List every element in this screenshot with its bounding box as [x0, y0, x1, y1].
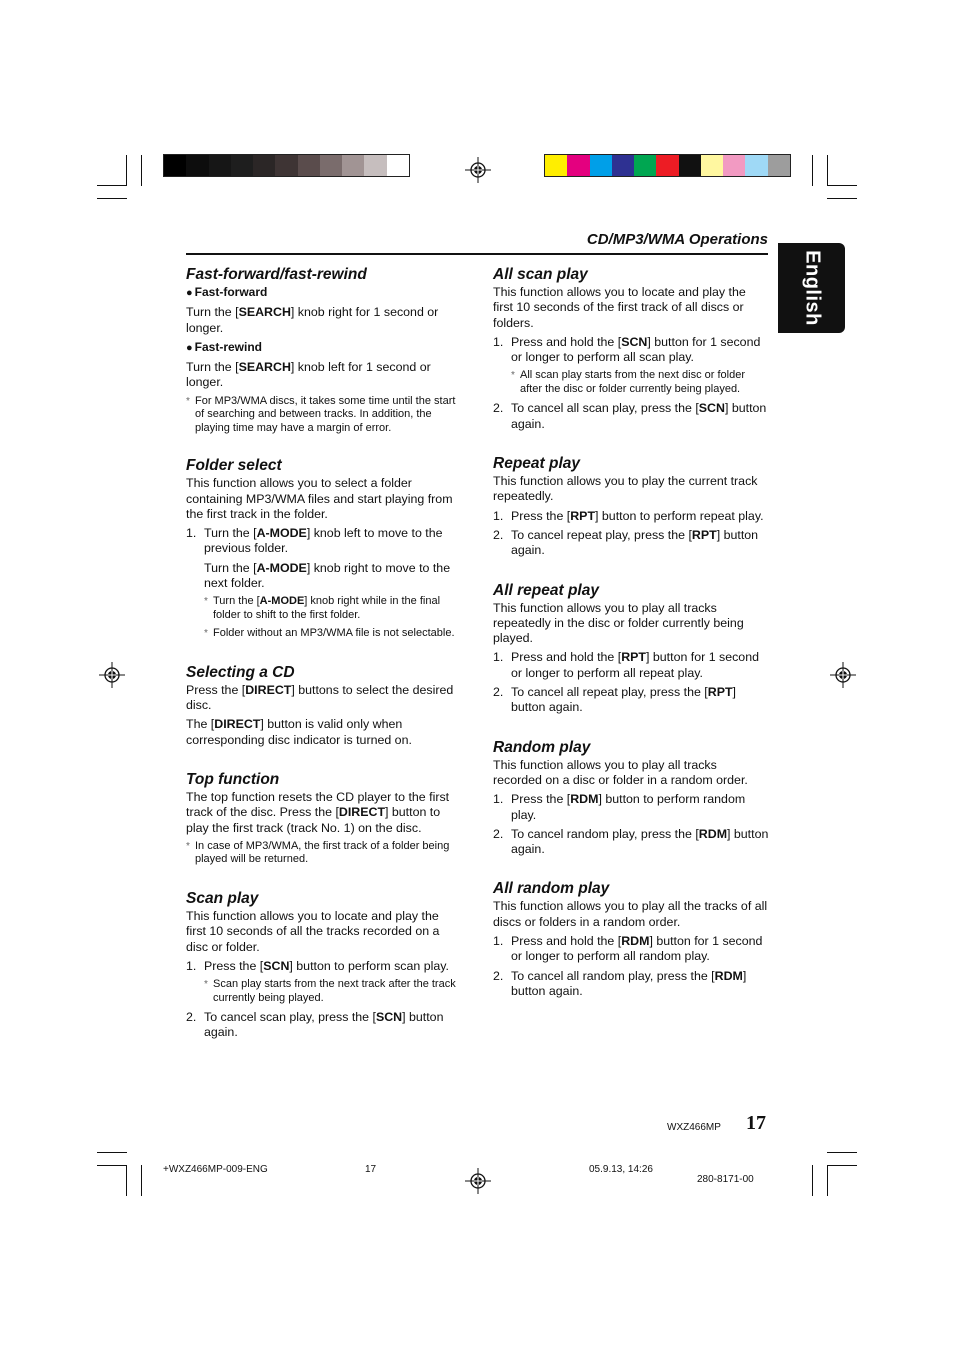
- crop-mark: [827, 1165, 857, 1166]
- crop-mark: [126, 155, 127, 186]
- registration-mark-icon: [465, 157, 491, 183]
- crop-mark: [827, 198, 857, 199]
- color-swatch: [186, 155, 208, 176]
- section-all-random-play: [493, 879, 769, 999]
- heading-fast-forward-rewind: Fast-forward/fast-rewind: [186, 266, 367, 283]
- note: * All scan play starts from the next disc or folder after the disc or folder currently being played.: [511, 369, 769, 396]
- paragraph: This function allows you to play all the tracks of all discs or folders in a random order.: [493, 899, 768, 929]
- section-all-scan-play: [493, 265, 769, 432]
- color-swatch: [364, 155, 386, 176]
- note: * Folder without an MP3/WMA file is not selectable.: [204, 627, 462, 641]
- color-swatch: [567, 155, 589, 176]
- color-swatch: [612, 155, 634, 176]
- language-tab: [778, 243, 845, 333]
- heading-folder-select: Folder select: [186, 457, 282, 475]
- file-name: +WXZ466MP-009-ENG: [163, 1164, 268, 1175]
- note: * Scan play starts from the next track after the track currently being played.: [204, 978, 462, 1005]
- crop-mark: [126, 1165, 127, 1196]
- crop-mark: [827, 1152, 857, 1153]
- print-date: 05.9.13, 14:26: [589, 1164, 653, 1175]
- list-item: 2. To cancel all repeat play, press the [RPT] button again.: [493, 685, 736, 715]
- crop-mark: [812, 1165, 813, 1196]
- color-swatch: [634, 155, 656, 176]
- list-item: 1. Press and hold the [SCN] button for 1 second or longer to perform all scan play.: [493, 334, 761, 365]
- color-swatch: [342, 155, 364, 176]
- paragraph: Turn the [SEARCH] knob left for 1 second or longer.: [186, 360, 431, 390]
- language-tab-label: English: [801, 250, 823, 326]
- color-swatch: [231, 155, 253, 176]
- crop-mark: [827, 185, 857, 186]
- section-folder-select: [186, 456, 462, 641]
- crop-mark: [97, 198, 127, 199]
- crop-mark: [827, 155, 828, 186]
- color-swatch: [656, 155, 678, 176]
- paragraph: The [DIRECT] button is valid only when corresponding disc indicator is turned on.: [186, 717, 412, 747]
- crop-mark: [141, 155, 142, 186]
- list-item: 2. To cancel scan play, press the [SCN] button again.: [186, 1010, 444, 1040]
- left-column: [186, 265, 462, 1060]
- color-swatch: [745, 155, 767, 176]
- color-swatch: [209, 155, 231, 176]
- paragraph: This function allows you to select a folder containing MP3/WMA files and start playing from the first track in the folder.: [186, 476, 453, 521]
- list-item: 2. To cancel repeat play, press the [RPT] button again.: [493, 527, 759, 558]
- subheading-fast-forward: ● Fast-forward: [186, 285, 462, 301]
- heading-all-repeat-play: All repeat play: [493, 581, 599, 599]
- note: * Turn the [A-MODE] knob right while in the final folder to shift to the first folder.: [204, 595, 462, 622]
- color-swatch: [164, 155, 186, 176]
- color-swatch: [253, 155, 275, 176]
- registration-mark-icon: [99, 662, 125, 688]
- grayscale-calibration-bar: [163, 154, 410, 177]
- section-header: [186, 231, 768, 255]
- list-item: 2. To cancel random play, press the [RDM] button again.: [493, 826, 769, 857]
- right-column: [493, 265, 769, 1018]
- section-selecting-a-cd: [186, 663, 462, 748]
- section-random-play: [493, 738, 769, 858]
- list-item: 1. Press the [SCN] button to perform scan play.: [186, 958, 449, 973]
- paragraph: Turn the [SEARCH] knob right for 1 second or longer.: [186, 305, 439, 335]
- heading-random-play: Random play: [493, 738, 591, 756]
- list-item: 1. Press the [RDM] button to perform random play.: [493, 792, 746, 822]
- paragraph: This function allows you to locate and play the first 10 seconds of all the tracks recorded on a disc or folder.: [186, 908, 440, 954]
- section-repeat-play: [493, 454, 769, 558]
- list-item-continuation: Turn the [A-MODE] knob right to move to the next folder.: [204, 560, 451, 591]
- subheading-fast-rewind: ● Fast-rewind: [186, 340, 462, 356]
- color-swatch: [545, 155, 567, 176]
- color-swatch: [701, 155, 723, 176]
- model-code: WXZ466MP: [667, 1122, 721, 1133]
- paragraph: This function allows you to play all tracks recorded on a disc or folder in a random order.: [493, 757, 748, 787]
- section-top-function: [186, 770, 462, 867]
- color-swatch: [723, 155, 745, 176]
- crop-mark: [827, 1165, 828, 1196]
- color-swatch: [275, 155, 297, 176]
- heading-all-random-play: All random play: [493, 880, 610, 898]
- heading-scan-play: Scan play: [186, 889, 259, 907]
- color-swatch: [320, 155, 342, 176]
- list-item: 1. Press and hold the [RDM] button for 1 second or longer to perform all random play.: [493, 934, 763, 964]
- heading-top-function: Top function: [186, 771, 280, 789]
- paragraph: This function allows you to play the current track repeatedly.: [493, 474, 758, 504]
- paragraph: This function allows you to play all tracks repeatedly in the disc or folder currently being played.: [493, 600, 744, 646]
- list-item: 2. To cancel all scan play, press the [SCN] button again.: [493, 401, 767, 431]
- registration-mark-icon: [465, 1168, 491, 1194]
- crop-mark: [97, 185, 127, 186]
- crop-mark: [97, 1165, 127, 1166]
- list-item: 1. Press and hold the [RPT] button for 1 second or longer to perform all repeat play.: [493, 650, 759, 680]
- sheet-number: 17: [365, 1164, 377, 1175]
- crop-mark: [812, 155, 813, 186]
- section-title: CD/MP3/WMA Operations: [586, 231, 768, 248]
- paragraph: This function allows you to locate and play the first 10 seconds of the first track of all discs or folders.: [493, 285, 746, 330]
- paragraph: Press the [DIRECT] buttons to select the desired disc.: [186, 682, 454, 713]
- crop-mark: [141, 1165, 142, 1196]
- paragraph: The top function resets the CD player to the first track of the disc. Press the [DIRECT] button to play the first track (track No. 1) on the disc.: [186, 790, 450, 835]
- list-item: 2. To cancel all random play, press the [RDM] button again.: [493, 968, 747, 998]
- heading-repeat-play: Repeat play: [493, 455, 581, 473]
- page-number: 17: [746, 1112, 766, 1134]
- section-fast-forward-rewind: [186, 265, 462, 435]
- color-swatch: [679, 155, 701, 176]
- crop-mark: [97, 1152, 127, 1153]
- note: * For MP3/WMA discs, it takes some time until the start of searching and between tracks. In addition, the playing time may have a margin of error.: [186, 395, 462, 436]
- color-swatch: [590, 155, 612, 176]
- list-item: 1. Turn the [A-MODE] knob left to move to the previous folder.: [186, 526, 443, 556]
- registration-mark-icon: [830, 662, 856, 688]
- part-number: 280-8171-00: [697, 1174, 754, 1185]
- list-item: 1. Press the [RPT] button to perform repeat play.: [493, 508, 764, 523]
- heading-all-scan-play: All scan play: [493, 266, 588, 283]
- section-scan-play: [186, 889, 462, 1041]
- color-calibration-bar: [544, 154, 791, 177]
- note: * In case of MP3/WMA, the first track of a folder being played will be returned.: [186, 840, 462, 867]
- heading-selecting-a-cd: Selecting a CD: [186, 663, 295, 681]
- color-swatch: [387, 155, 409, 176]
- color-swatch: [768, 155, 790, 176]
- color-swatch: [298, 155, 320, 176]
- section-all-repeat-play: [493, 581, 769, 716]
